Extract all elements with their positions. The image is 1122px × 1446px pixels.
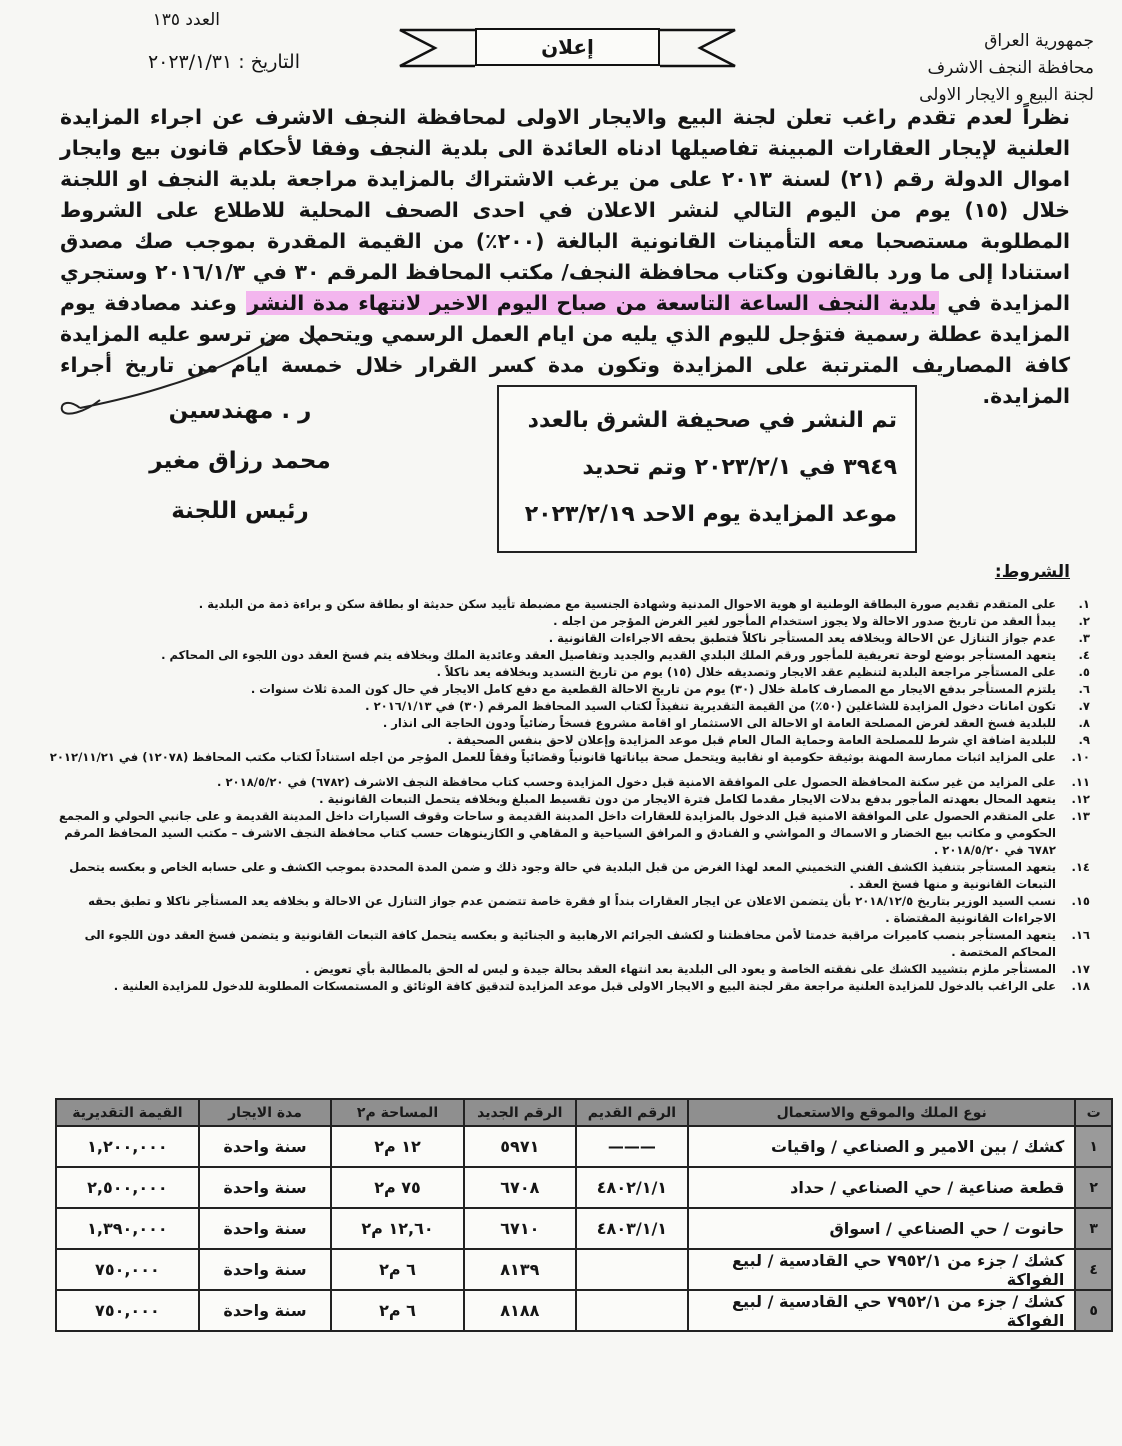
duration-cell: سنة واحدة	[199, 1208, 332, 1249]
condition-item	[40, 732, 1092, 749]
publication-box	[497, 385, 917, 553]
old-number-cell: ٤٨٠٢/١/١	[576, 1167, 688, 1208]
issuer-line-province: محافظة النجف الاشرف	[927, 58, 1094, 78]
row-index: ٣	[1075, 1208, 1112, 1249]
signature-title: ر . مهندسين	[168, 398, 312, 424]
condition-item	[40, 978, 1092, 995]
new-number-cell: ٨١٣٩	[464, 1249, 576, 1290]
issue-number: العدد ١٣٥	[152, 10, 220, 30]
duration-cell: سنة واحدة	[199, 1167, 332, 1208]
publication-line-1: تم النشر في صحيفة الشرق بالعدد	[527, 408, 897, 433]
new-number-cell: ٦٧١٠	[464, 1208, 576, 1249]
announcement-title: إعلان	[475, 28, 660, 66]
issuer-block	[874, 28, 1094, 109]
col-old-number: الرقم القديم	[576, 1099, 688, 1126]
condition-number: ١.	[1078, 597, 1090, 611]
condition-text: نسب السيد الوزير بتاريخ ٢٠١٨/١٢/٥ بأن يتضمن الاعلان عن ايجار العقارات بنداً او فقرة خاصة تتضمن عدم جواز التنازل عن الاحالة و بخلافه يعد المستأجر ناكلا و تطبق بحقه الاجراءات القانونية المقتضاة .	[88, 894, 1056, 925]
condition-item	[40, 774, 1092, 791]
condition-item	[40, 893, 1092, 927]
table-row	[56, 1167, 1112, 1208]
value-cell: ١,٣٩٠,٠٠٠	[56, 1208, 199, 1249]
condition-text: يتعهد المستأجر بنصب كاميرات مراقبة خدمتا لأمن محافظتنا و لكشف الجرائم الارهابية و الجنائية و بعكسه يتحمل كافة التبعات القانونية و يتضمن فسخ العقد دون اللجوء الى المحاكم المختصة .	[84, 928, 1056, 959]
new-number-cell: ٥٩٧١	[464, 1126, 576, 1167]
value-cell: ٧٥٠,٠٠٠	[56, 1249, 199, 1290]
condition-number: ٧.	[1078, 699, 1090, 713]
condition-number: ١٦.	[1071, 928, 1090, 942]
condition-number: ٦.	[1078, 682, 1090, 696]
table-header-row	[56, 1099, 1112, 1126]
condition-text: للبلدية اضافة اي شرط للمصلحة العامة وحماية المال العام قبل موعد المزايدة وإعلان لاحق بنفس الصحيفة .	[447, 733, 1056, 747]
row-index: ٤	[1075, 1249, 1112, 1290]
new-number-cell: ٦٧٠٨	[464, 1167, 576, 1208]
old-number-cell: ٤٨٠٣/١/١	[576, 1208, 688, 1249]
conditions-list	[40, 596, 1092, 995]
issuer-line-country: جمهورية العراق	[984, 31, 1094, 51]
issue-date: التاريخ : ٢٠٢٣/١/٣١	[147, 51, 300, 73]
condition-number: ١٧.	[1071, 962, 1090, 976]
table-row	[56, 1126, 1112, 1167]
condition-number: ٤.	[1078, 648, 1090, 662]
condition-text: عدم جواز التنازل عن الاحالة وبخلافه يعد المستأجر ناكلاً فتطبق بحقه الاجراءات القانونية .	[548, 631, 1056, 645]
area-cell: ٦ م٢	[331, 1290, 464, 1331]
publication-line-2: ٣٩٤٩ في ٢٠٢٣/٢/١ وتم تحديد	[582, 455, 897, 480]
condition-text: يلتزم المستأجر بدفع الايجار مع المصارف كاملة خلال (٣٠) يوم من تاريخ الاحالة القطعية مع دفع كامل الايجار في حال كون المدة ثلاث سنوات .	[250, 682, 1056, 696]
condition-item	[40, 596, 1092, 613]
condition-text: على المستأجر مراجعة البلدية لتنظيم عقد الايجار وتصديقه خلال (١٥) يوم من تاريخ التسديد وبخلافه يعد ناكلاً .	[436, 665, 1056, 679]
area-cell: ٧٥ م٢	[331, 1167, 464, 1208]
intro-body-1: عن اجراء المزايدة العلنية لإيجار العقارات المبينة تفاصيلها ادناه العائدة الى بلدية النجف وفقا لأحكام قانون بيع وايجار اموال الدولة رقم (٢١) لسنة ٢٠١٣ على من يرغب الاشتراك بالمزايدة مراجعة بلدية النجف او اللجنة خلال (١٥) يوم من اليوم التالي لنشر الاعلان في احدى الصحف المحلية للاطلاع على الشروط المطلوبة مستصحبا معه التأمينات القانونية البالغة (٢٠٠٪) من القيمة المقدرة بموجب صك مصدق استنادا إلى ما ورد بالقانون وكتاب محافظة النجف/ مكتب المحافظ المرقم ٣٠ في ٢٠١٦/١/٣ وستجري المزايدة في	[60, 105, 1071, 315]
intro-lead: نظراً لعدم تقدم راغب تعلن لجنة البيع والايجار الاولى لمحافظة النجف الاشرف	[254, 105, 1070, 129]
publication-line-3: موعد المزايدة يوم الاحد ٢٠٢٣/٢/١٩	[524, 502, 897, 527]
table-row	[56, 1249, 1112, 1290]
condition-item	[40, 664, 1092, 681]
condition-number: ١١.	[1071, 775, 1090, 789]
condition-text: يتعهد المستأجر بتنفيذ الكشف الفني التخميني المعد لهذا الغرض من قبل البلدية في حالة وجود ذلك و ضمن المدة المحددة بموجب الكشف و على حسابه الخاص و بعكسه يتحمل التبعات القانونية و منها فسخ العقد .	[69, 860, 1056, 891]
condition-number: ٥.	[1078, 665, 1090, 679]
condition-text: يتعهد المحال بعهدته المأجور بدفع بدلات الايجار مقدما لكامل فترة الايجار من دون تقسيط المبلغ وبخلافه يتحمل التبعات القانونية .	[319, 792, 1056, 806]
condition-item	[40, 961, 1092, 978]
property-cell: كشك / جزء من ٧٩٥٢/١ حي القادسية / لبيع الفواكة	[688, 1290, 1075, 1331]
condition-item	[40, 647, 1092, 664]
condition-item	[40, 749, 1092, 766]
condition-item	[40, 698, 1092, 715]
row-index: ١	[1075, 1126, 1112, 1167]
table-row	[56, 1208, 1112, 1249]
row-index: ٥	[1075, 1290, 1112, 1331]
old-number-cell: ———	[576, 1126, 688, 1167]
duration-cell: سنة واحدة	[199, 1249, 332, 1290]
value-cell: ٧٥٠,٠٠٠	[56, 1290, 199, 1331]
condition-number: ١٠.	[1071, 750, 1090, 764]
condition-number: ٨.	[1078, 716, 1090, 730]
condition-text: للبلدية فسخ العقد لغرض المصلحة العامة او الاحالة الى الاستثمار او اقامة مشروع فسخاً رضائياً ودون الحاجة الى انذار .	[382, 716, 1056, 730]
condition-text: على المتقدم تقديم صورة البطاقة الوطنية او هوية الاحوال المدنية وشهادة الجنسية مع مضبطة تأييد سكن حديثة او بطاقة سكن و براءة ذمة من البلدية .	[198, 597, 1056, 611]
duration-cell: سنة واحدة	[199, 1290, 332, 1331]
property-cell: كشك / بين الامير و الصناعي / واقيات	[688, 1126, 1075, 1167]
col-value: القيمة التقديرية	[56, 1099, 199, 1126]
area-cell: ١٢,٦٠ م٢	[331, 1208, 464, 1249]
condition-text: تكون امانات دخول المزايدة للشاغلين (٥٠٪) من القيمة التقديرية تنفيذاً لكتاب السيد المحافظ المرقم (٣٠) في ٢٠١٦/١/١٣ .	[365, 699, 1056, 713]
condition-number: ١٤.	[1071, 860, 1090, 874]
issuer-line-committee: لجنة البيع و الايجار الاولى	[919, 85, 1094, 105]
col-area: المساحة م٢	[331, 1099, 464, 1126]
condition-item	[40, 791, 1092, 808]
table-body	[56, 1126, 1112, 1331]
condition-item	[40, 681, 1092, 698]
condition-number: ٣.	[1078, 631, 1090, 645]
row-index: ٢	[1075, 1167, 1112, 1208]
area-cell: ١٢ م٢	[331, 1126, 464, 1167]
signature-role: رئيس اللجنة	[171, 498, 309, 524]
property-cell: حانوت / حي الصناعي / اسواق	[688, 1208, 1075, 1249]
condition-text: على المتقدم الحصول على الموافقة الامنية قبل الدخول بالمزايدة للعقارات داخل المدينة القديمة و ساحات وقوف السيارات داخل المدينة القديمة و على جانبي الحولي و المجمع الحكومي و مكاتب بيع الخضار و الاسماك و المواشي و الفنادق و المرافق السياحية و المقاهي و الكازينوهات حسب كتاب محافظة النجف الاشرف – مكتب السيد المحافظ المرقم ٦٧٨٢ في ٢٠١٨/٥/٢٠ .	[59, 809, 1056, 857]
value-cell: ١,٢٠٠,٠٠٠	[56, 1126, 199, 1167]
title-banner	[395, 18, 740, 78]
col-new-number: الرقم الجديد	[464, 1099, 576, 1126]
condition-number: ١٢.	[1071, 792, 1090, 806]
condition-item	[40, 927, 1092, 961]
condition-number: ١٨.	[1071, 979, 1090, 993]
table-row	[56, 1290, 1112, 1331]
condition-number: ٢.	[1078, 614, 1090, 628]
col-index: ت	[1075, 1099, 1112, 1126]
value-cell: ٢,٥٠٠,٠٠٠	[56, 1167, 199, 1208]
condition-text: يتعهد المستأجر بوضع لوحة تعريفية للمأجور ورقم الملك البلدي القديم والجديد وتفاصيل العقد وعائدية الملك وبخلافه يتم فسخ العقد دون اللجوء الى المحاكم .	[161, 648, 1056, 662]
old-number-cell	[576, 1249, 688, 1290]
col-duration: مدة الايجار	[199, 1099, 332, 1126]
conditions-title: الشروط:	[994, 562, 1070, 582]
condition-text: على المزايد اثبات ممارسة المهنة بوثيقة حكومية او نقابية ويتحمل صحة بياناتها قانونياً وقضائياً وفقاً للعمل المؤجر من اجله استناداً لكتاب مكتب المحافظ (١٢٠٧٨) في ٢٠١٢/١١/٢١	[49, 750, 1056, 764]
intro-body-2: وعند مصادفة يوم المزايدة عطلة رسمية فتؤجل لليوم الذي يليه من ايام العمل الرسمي ويتحمل من ترسو عليه المزايدة كافة المصاريف المترتبة على المزايدة وتكون مدة كسر القرار خلال خمسة ايام من تاريخ أجراء المزايدة.	[60, 291, 1070, 408]
condition-text: على المزايد من غير سكنة المحافظة الحصول على الموافقة الامنية قبل دخول المزايدة وحسب كتاب محافظة النجف الاشرف (٦٧٨٢) في ٢٠١٨/٥/٢٠ .	[217, 775, 1056, 789]
properties-table	[55, 1098, 1113, 1332]
property-cell: كشك / جزء من ٧٩٥٢/١ حي القادسية / لبيع الفواكة	[688, 1249, 1075, 1290]
signature-name: محمد رزاق مغير	[149, 448, 331, 474]
condition-number: ١٣.	[1071, 809, 1090, 823]
condition-item	[40, 630, 1092, 647]
area-cell: ٦ م٢	[331, 1249, 464, 1290]
condition-text: يبدأ العقد من تاريخ صدور الاحالة ولا يجوز استخدام المأجور لغير الغرض المؤجر من اجله .	[553, 614, 1056, 628]
condition-item	[40, 808, 1092, 859]
old-number-cell	[576, 1290, 688, 1331]
signature-block	[40, 330, 340, 530]
intro-highlight: بلدية النجف الساعة التاسعة من صباح اليوم الاخير لانتهاء مدة النشر	[247, 291, 937, 315]
condition-text: المستأجر ملزم بتشييد الكشك على نفقته الخاصة و يعود الى البلدية بعد انتهاء العقد بحالة جيدة و ليس له الحق بالمطالبة بأي تعويض .	[305, 962, 1056, 976]
new-number-cell: ٨١٨٨	[464, 1290, 576, 1331]
duration-cell: سنة واحدة	[199, 1126, 332, 1167]
condition-text: على الراغب بالدخول للمزايدة العلنية مراجعة مقر لجنة البيع و الايجار الاولى قبل موعد المزايدة لتدقيق كافة الوثائق و المستمسكات المطلوبة للدخول للمزايدة العلنية .	[113, 979, 1056, 993]
condition-item	[40, 859, 1092, 893]
condition-item	[40, 715, 1092, 732]
condition-item	[40, 613, 1092, 630]
col-property: نوع الملك والموقع والاستعمال	[688, 1099, 1075, 1126]
reference-block	[80, 8, 300, 74]
condition-number: ١٥.	[1071, 894, 1090, 908]
property-cell: قطعة صناعية / حي الصناعي / حداد	[688, 1167, 1075, 1208]
condition-number: ٩.	[1078, 733, 1090, 747]
